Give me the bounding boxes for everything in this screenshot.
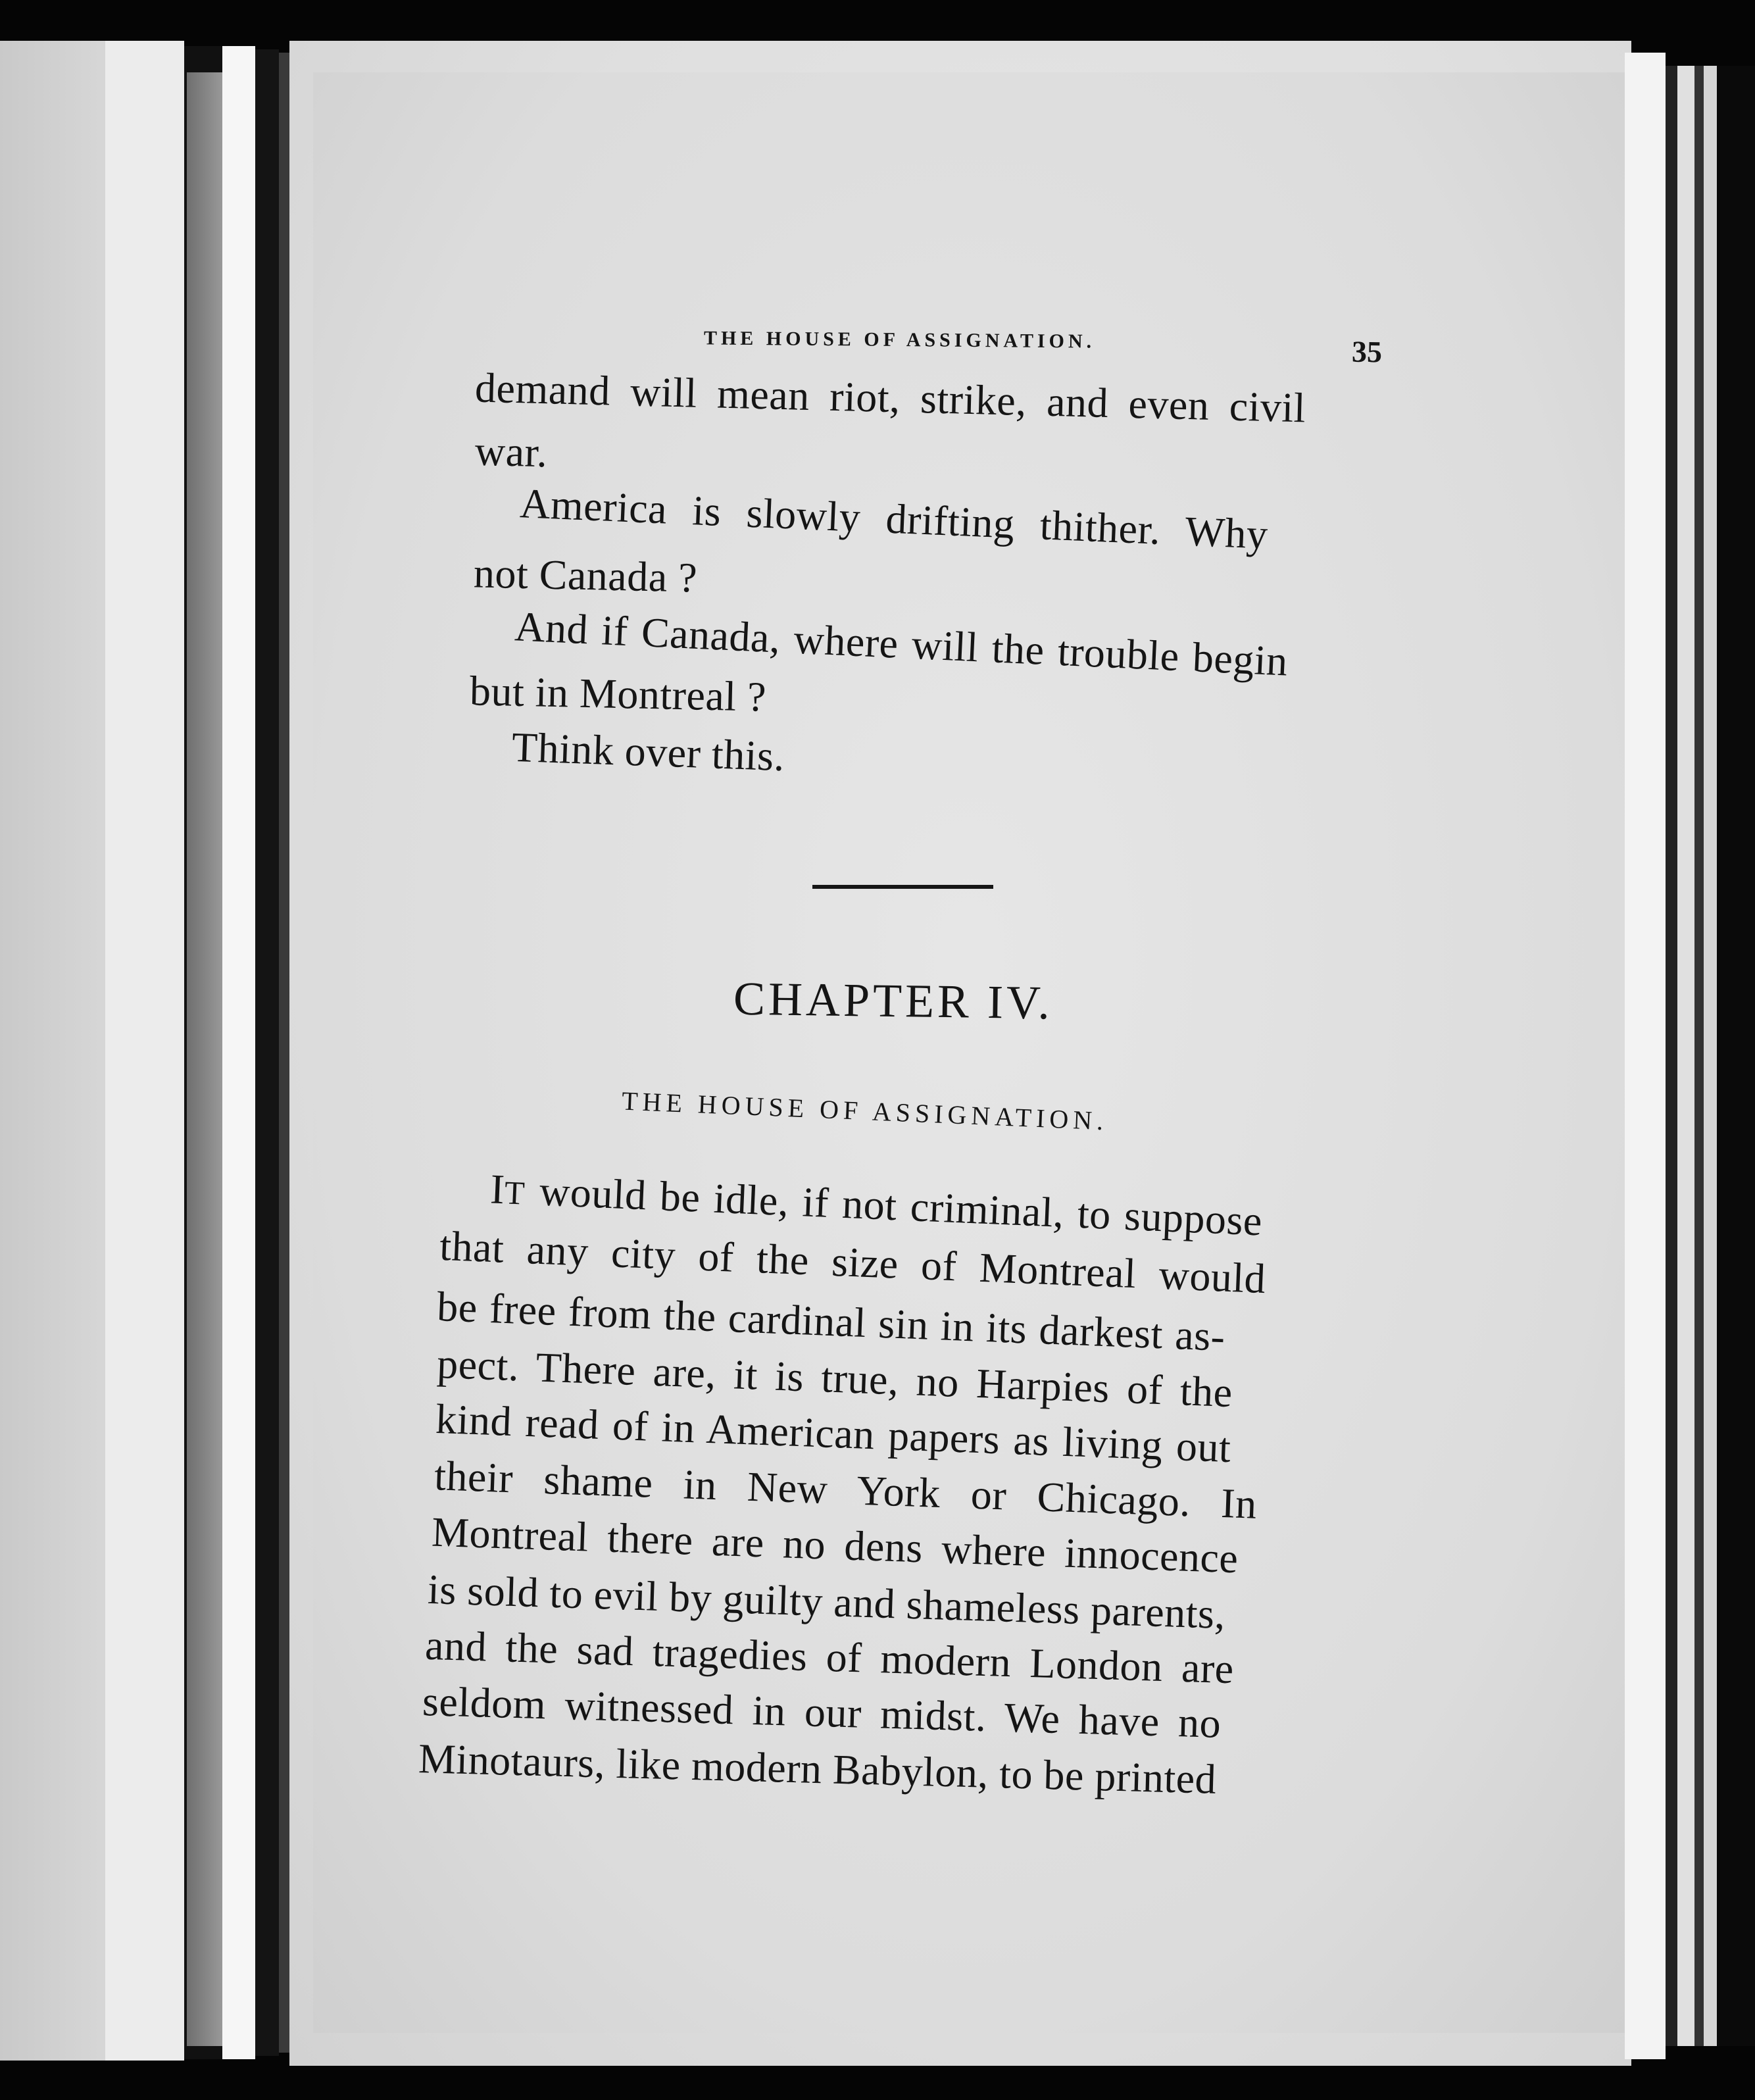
text-line: be free from the cardinal sin in its darkest as- <box>436 1283 1226 1360</box>
text-line: demand will mean riot, strike, and even civil <box>474 364 1306 432</box>
page-stack-edge <box>1717 66 1755 2046</box>
page-right-edge <box>1625 53 1666 2059</box>
gutter-fold <box>187 72 224 2046</box>
text-line: not Canada ? <box>473 549 698 601</box>
gutter-highlight <box>222 46 255 2059</box>
running-head: THE HOUSE OF ASSIGNATION. <box>703 327 1096 353</box>
drop-cap-rest: T <box>503 1174 527 1212</box>
text-line: but in Montreal ? <box>469 667 767 720</box>
text-line: pect. There are, it is true, no Harpies of the <box>436 1339 1233 1416</box>
text-line: kind read of in American papers as living out <box>435 1395 1232 1472</box>
chapter-title: CHAPTER IV. <box>733 972 1054 1030</box>
text-line: Montreal there are no dens where innocence <box>431 1508 1239 1582</box>
drop-cap: I <box>489 1165 506 1213</box>
text-line: And if Canada, where will the trouble begin <box>514 603 1289 685</box>
text-line: is sold to evil by guilty and shameless parents, <box>427 1565 1227 1638</box>
text-line: their shame in New York or Chicago. In <box>433 1452 1258 1528</box>
left-page-edge <box>105 41 184 2061</box>
page-stack-edge <box>1704 66 1717 2046</box>
gutter-shadow-inner <box>255 49 279 2056</box>
chapter-divider <box>812 885 993 889</box>
text-line: seldom witnessed in our midst. We have no <box>422 1678 1222 1747</box>
text-line: and the sad tragedies of modern London are <box>424 1621 1235 1693</box>
text-line-first-rest: would be idle, if not criminal, to suppose <box>525 1166 1264 1245</box>
text-line: that any city of the size of Montreal would <box>439 1222 1267 1303</box>
chapter-subtitle: THE HOUSE OF ASSIGNATION. <box>621 1086 1109 1136</box>
page-number: 35 <box>1351 334 1383 369</box>
text-line: Think over this. <box>510 723 786 780</box>
text-line: America is slowly drifting thither. Why <box>519 480 1269 558</box>
text-line: Minotaurs, like modern Babylon, to be printed <box>418 1735 1218 1803</box>
text-line: war. <box>474 427 549 476</box>
page-stack-edge <box>1666 66 1677 2046</box>
page-stack-edge <box>1694 66 1704 2046</box>
page-stack-edge <box>1677 66 1694 2046</box>
